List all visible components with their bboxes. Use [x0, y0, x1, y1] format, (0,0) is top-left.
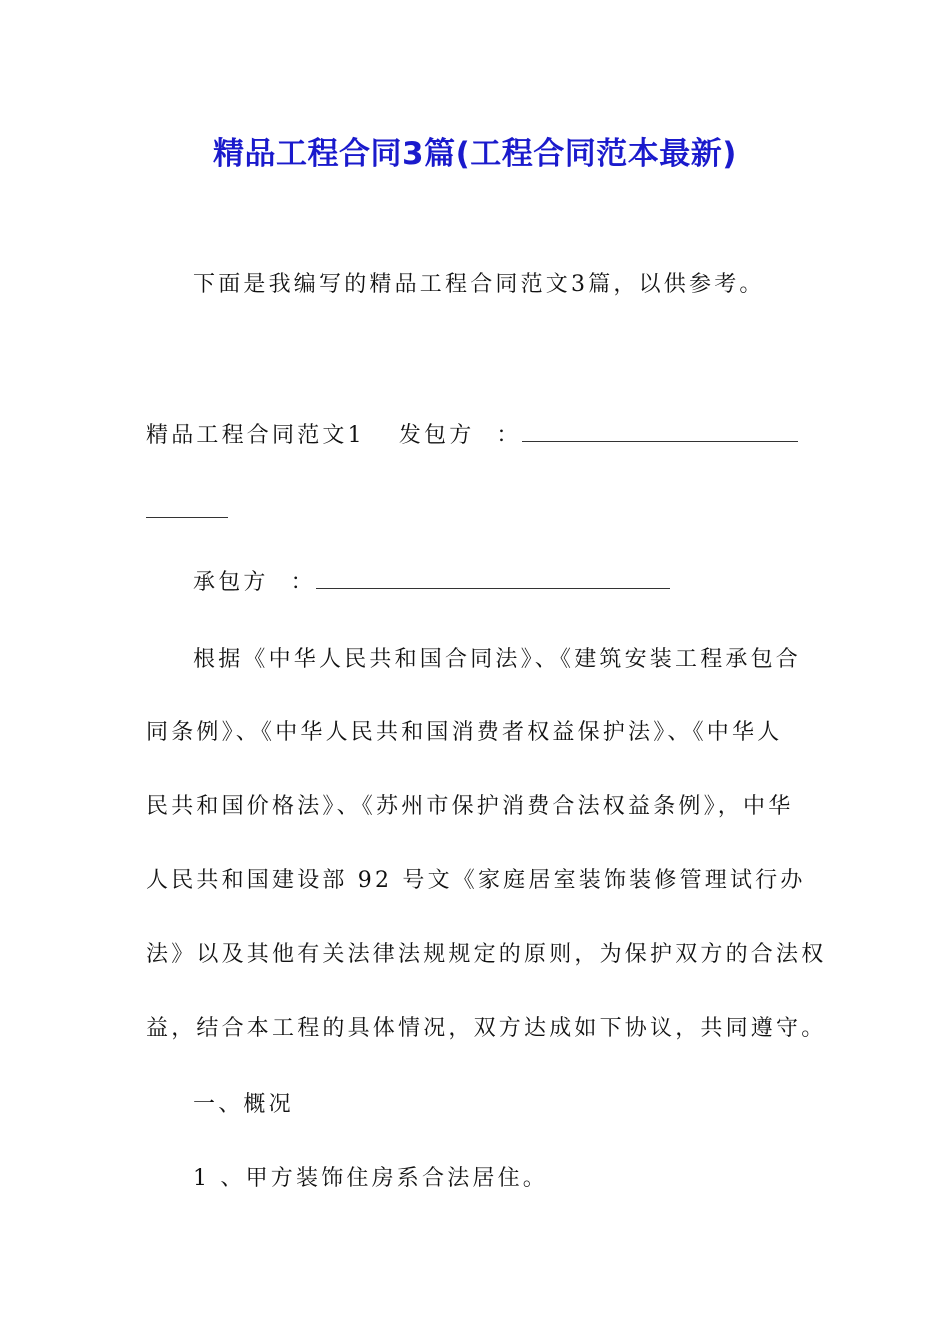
paragraph-line-6: 益，结合本工程的具体情况，双方达成如下协议，共同遵守。 [146, 1016, 827, 1041]
party-b-label: 承包方 [193, 570, 269, 595]
clause-item: 1 、甲方装饰住房系合法居住。 [193, 1166, 548, 1191]
party-b-colon: ： [290, 570, 316, 595]
party-a-blank-continued [146, 497, 228, 518]
party-b-blank [316, 568, 670, 589]
party-a-line [146, 421, 798, 451]
chapter-heading: 一、概况 [193, 1092, 294, 1117]
party-a-colon: ： [496, 423, 522, 448]
intro-paragraph: 下面是我编写的精品工程合同范文3篇，以供参考。 [193, 272, 765, 297]
document-title: 精品工程合同3篇(工程合同范本最新) [213, 136, 737, 172]
paragraph-line-5: 法》以及其他有关法律法规规定的原则，为保护双方的合法权 [146, 942, 827, 967]
party-b-line [193, 568, 670, 598]
party-a-blank [522, 421, 798, 442]
paragraph-line-1: 根据《中华人民共和国合同法》、《建筑安装工程承包合 [193, 647, 802, 672]
paragraph-line-4: 人民共和国建设部 92 号文《家庭居室装饰装修管理试行办 [146, 868, 806, 893]
party-a-label: 发包方 [398, 423, 475, 448]
party-a-blank-continued-line [146, 497, 228, 527]
section-heading: 精品工程合同范文1 [146, 423, 365, 448]
paragraph-line-3: 民共和国价格法》、《苏州市保护消费合法权益条例》，中华 [146, 794, 794, 819]
paragraph-line-2: 同条例》、《中华人民共和国消费者权益保护法》、《中华人 [146, 720, 783, 745]
